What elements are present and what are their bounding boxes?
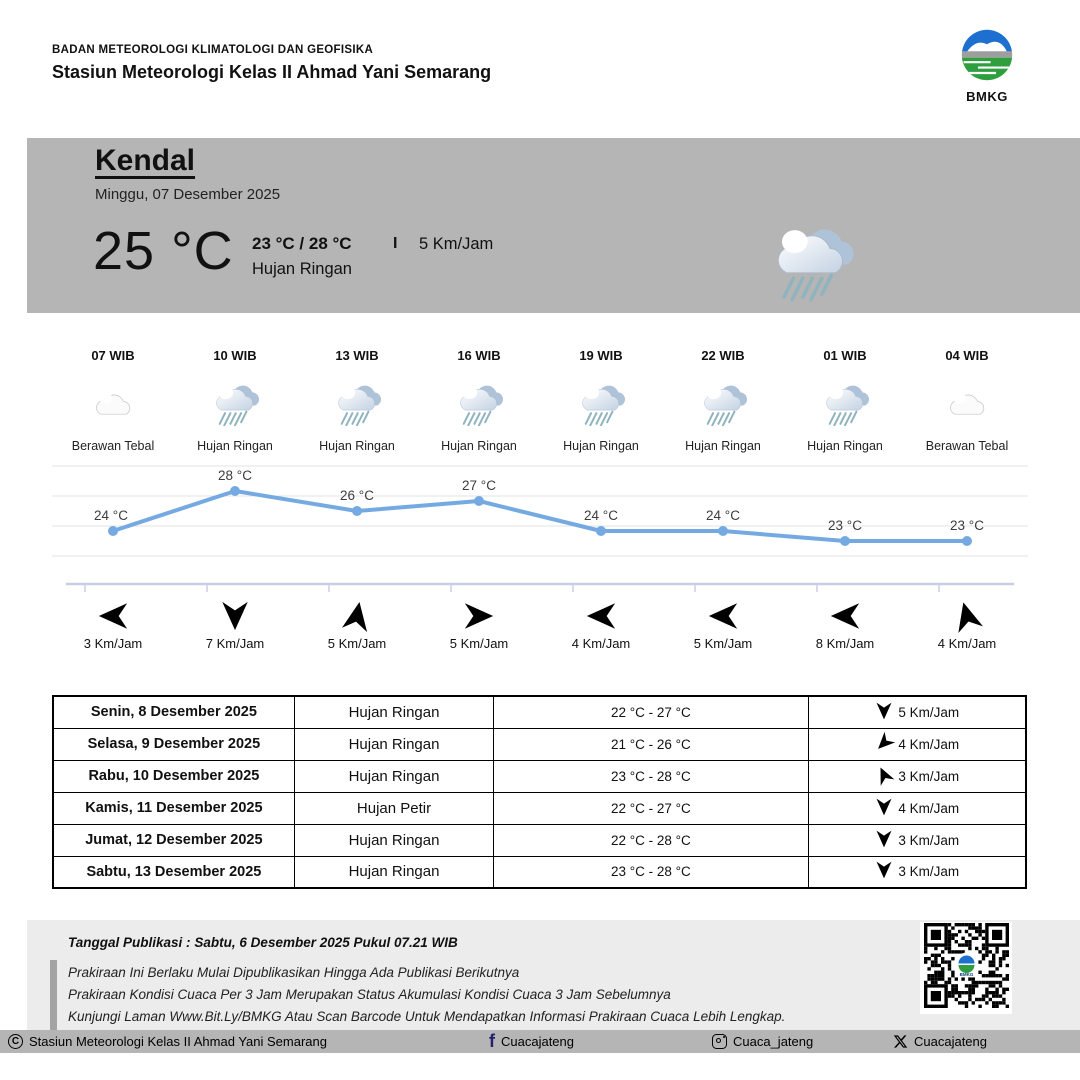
footer-accent-bar xyxy=(50,960,57,1030)
row-wind xyxy=(808,824,1026,856)
wind-direction-arrow-icon xyxy=(583,598,619,634)
hourly-forecast-row xyxy=(52,348,1028,453)
wind-direction-arrow-icon xyxy=(217,598,253,634)
hour-condition: Hujan Ringan xyxy=(807,439,883,453)
instagram-icon xyxy=(712,1034,727,1049)
hour-condition: Hujan Ringan xyxy=(441,439,517,453)
current-condition: Hujan Ringan xyxy=(252,260,352,278)
table-row xyxy=(53,792,1026,824)
wind-speed: 5 Km/Jam xyxy=(449,636,509,651)
row-condition: Hujan Ringan xyxy=(294,824,493,856)
footer-note: Prakiraan Ini Berlaku Mulai Dipublikasikan Hingga Ada Publikasi Berikutnya xyxy=(68,965,520,980)
social-bar xyxy=(0,1030,1080,1053)
row-wind-speed: 3 Km/Jam xyxy=(898,864,960,880)
wind-speed: 5 Km/Jam xyxy=(327,636,387,651)
row-date: Sabtu, 13 Desember 2025 xyxy=(53,856,294,888)
row-temp-range: 23 °C - 28 °C xyxy=(494,856,808,888)
hour-time: 19 WIB xyxy=(579,348,623,363)
svg-text:24 °C: 24 °C xyxy=(94,508,128,523)
svg-text:BMKG: BMKG xyxy=(959,972,973,977)
wind-direction-arrow-icon xyxy=(949,598,985,634)
footer-notes xyxy=(68,962,785,1028)
cloud-icon xyxy=(945,373,990,431)
hourly-item xyxy=(540,348,662,453)
row-wind xyxy=(808,856,1026,888)
wind-direction-arrow-icon xyxy=(874,733,894,756)
bmkg-logo-icon xyxy=(960,69,1014,86)
table-row xyxy=(53,728,1026,760)
daily-forecast-table xyxy=(52,695,1027,889)
row-wind xyxy=(808,696,1026,728)
wind-direction-arrow-icon xyxy=(874,860,894,883)
hour-condition: Hujan Ringan xyxy=(319,439,395,453)
qr-code xyxy=(920,922,1012,1014)
hour-condition: Hujan Ringan xyxy=(197,439,273,453)
table-row xyxy=(53,760,1026,792)
twitter-link[interactable] xyxy=(893,1030,987,1053)
hour-condition: Berawan Tebal xyxy=(925,439,1009,453)
row-condition: Hujan Ringan xyxy=(294,728,493,760)
rain-cloud-icon xyxy=(209,373,261,431)
wind-direction-arrow-icon xyxy=(874,797,894,820)
wind-speed: 8 Km/Jam xyxy=(815,636,875,651)
wind-item xyxy=(296,598,418,651)
hour-time: 01 WIB xyxy=(823,348,867,363)
row-wind-speed: 3 Km/Jam xyxy=(898,832,960,848)
table-row xyxy=(53,696,1026,728)
wind-direction-arrow-icon xyxy=(874,829,894,852)
wind-direction-arrow-icon xyxy=(874,765,894,788)
footer-note: Kunjungi Laman Www.Bit.Ly/BMKG Atau Scan Barcode Untuk Mendapatkan Informasi Prakiraan Cuaca Lebih Lengkap. xyxy=(68,1009,786,1024)
row-wind-speed: 3 Km/Jam xyxy=(898,768,960,784)
hour-condition: Hujan Ringan xyxy=(685,439,761,453)
publication-date xyxy=(68,934,458,950)
hourly-item xyxy=(418,348,540,453)
current-wind-speed: 5 Km/Jam xyxy=(419,235,494,253)
wind-direction-arrow-icon xyxy=(95,598,131,634)
agency-name: BADAN METEOROLOGI KLIMATOLOGI DAN GEOFISIKA xyxy=(52,44,374,56)
facebook-handle: Cuacajateng xyxy=(501,1034,574,1049)
hour-time: 22 WIB xyxy=(701,348,745,363)
rain-cloud-icon xyxy=(765,216,857,307)
hourly-item xyxy=(906,348,1028,453)
row-temp-range: 23 °C - 28 °C xyxy=(494,760,808,792)
row-condition: Hujan Petir xyxy=(294,792,493,824)
wind-speed: 4 Km/Jam xyxy=(937,636,997,651)
instagram-link[interactable] xyxy=(712,1030,813,1053)
row-temp-range: 22 °C - 27 °C xyxy=(494,792,808,824)
wind-item xyxy=(418,598,540,651)
row-condition: Hujan Ringan xyxy=(294,760,493,792)
hour-time: 04 WIB xyxy=(945,348,989,363)
svg-text:27 °C: 27 °C xyxy=(462,478,496,493)
banner-date: Minggu, 07 Desember 2025 xyxy=(95,186,281,203)
row-wind xyxy=(808,760,1026,792)
row-wind xyxy=(808,792,1026,824)
row-temp-range: 22 °C - 27 °C xyxy=(494,696,808,728)
hour-time: 07 WIB xyxy=(91,348,135,363)
wind-direction-arrow-icon xyxy=(827,598,863,634)
publication-footer xyxy=(27,920,1080,1030)
wind-speed: 7 Km/Jam xyxy=(205,636,265,651)
hourly-item xyxy=(296,348,418,453)
facebook-link[interactable] xyxy=(489,1030,574,1053)
table-row xyxy=(53,856,1026,888)
svg-text:24 °C: 24 °C xyxy=(584,508,618,523)
hour-time: 16 WIB xyxy=(457,348,501,363)
hourly-item xyxy=(784,348,906,453)
rain-cloud-icon xyxy=(575,373,627,431)
facebook-icon: f xyxy=(489,1030,495,1051)
wind-direction-arrow-icon xyxy=(461,598,497,634)
hourly-item xyxy=(52,348,174,453)
wind-speed: 5 Km/Jam xyxy=(693,636,753,651)
rain-cloud-icon xyxy=(331,373,383,431)
wind-item xyxy=(784,598,906,651)
row-wind-speed: 5 Km/Jam xyxy=(898,704,960,720)
bmkg-logo xyxy=(956,28,1018,104)
svg-text:26 °C: 26 °C xyxy=(340,488,374,503)
wind-speed: 3 Km/Jam xyxy=(83,636,143,651)
hour-condition: Berawan Tebal xyxy=(71,439,155,453)
station-title: Stasiun Meteorologi Kelas II Ahmad Yani Semarang xyxy=(52,62,492,82)
row-date: Jumat, 12 Desember 2025 xyxy=(53,824,294,856)
row-date: Kamis, 11 Desember 2025 xyxy=(53,792,294,824)
wind-direction-arrow-icon xyxy=(705,598,741,634)
wind-item xyxy=(662,598,784,651)
hour-time: 10 WIB xyxy=(213,348,257,363)
rain-cloud-icon xyxy=(819,373,871,431)
svg-text:23 °C: 23 °C xyxy=(950,518,984,533)
city-name: Kendal xyxy=(95,144,196,177)
row-wind-speed: 4 Km/Jam xyxy=(898,800,960,816)
current-temperature: 25 °C xyxy=(93,221,234,281)
wind-direction-arrow-icon xyxy=(339,598,375,634)
hourly-item xyxy=(662,348,784,453)
wind-item xyxy=(906,598,1028,651)
cloud-icon xyxy=(91,373,136,431)
hour-time: 13 WIB xyxy=(335,348,379,363)
header xyxy=(52,44,491,83)
wind-item xyxy=(52,598,174,651)
copyright-item xyxy=(8,1030,327,1053)
rain-cloud-icon xyxy=(697,373,749,431)
copyright-text: Stasiun Meteorologi Kelas II Ahmad Yani Semarang xyxy=(29,1034,327,1049)
wind-direction-row xyxy=(52,598,1028,651)
row-condition: Hujan Ringan xyxy=(294,696,493,728)
row-wind xyxy=(808,728,1026,760)
hour-condition: Hujan Ringan xyxy=(563,439,639,453)
wind-item xyxy=(174,598,296,651)
svg-text:24 °C: 24 °C xyxy=(706,508,740,523)
temperature-line-chart xyxy=(52,458,1028,605)
publication-value: Sabtu, 6 Desember 2025 Pukul 07.21 WIB xyxy=(194,935,458,950)
row-date: Rabu, 10 Desember 2025 xyxy=(53,760,294,792)
publication-label: Tanggal Publikasi : xyxy=(68,935,191,950)
twitter-handle: Cuacajateng xyxy=(914,1034,987,1049)
svg-text:23 °C: 23 °C xyxy=(828,518,862,533)
table-row xyxy=(53,824,1026,856)
temperature-range: 23 °C / 28 °C xyxy=(252,234,352,253)
wind-direction-arrow-icon xyxy=(874,701,894,724)
current-weather-banner xyxy=(27,138,1080,313)
rain-cloud-icon xyxy=(453,373,505,431)
row-date: Selasa, 9 Desember 2025 xyxy=(53,728,294,760)
row-date: Senin, 8 Desember 2025 xyxy=(53,696,294,728)
hourly-item xyxy=(174,348,296,453)
banner-divider: I xyxy=(393,235,398,252)
x-icon xyxy=(893,1034,908,1049)
svg-text:28 °C: 28 °C xyxy=(218,468,252,483)
row-temp-range: 22 °C - 28 °C xyxy=(494,824,808,856)
row-temp-range: 21 °C - 26 °C xyxy=(494,728,808,760)
copyright-icon: C xyxy=(8,1034,23,1049)
wind-speed: 4 Km/Jam xyxy=(571,636,631,651)
footer-note: Prakiraan Kondisi Cuaca Per 3 Jam Merupakan Status Akumulasi Kondisi Cuaca 3 Jam Sebelumnya xyxy=(68,987,671,1002)
bmkg-logo-label: BMKG xyxy=(966,89,1008,104)
row-wind-speed: 4 Km/Jam xyxy=(898,736,960,752)
qr-code-icon xyxy=(924,923,1009,1013)
row-condition: Hujan Ringan xyxy=(294,856,493,888)
wind-item xyxy=(540,598,662,651)
instagram-handle: Cuaca_jateng xyxy=(733,1034,814,1049)
